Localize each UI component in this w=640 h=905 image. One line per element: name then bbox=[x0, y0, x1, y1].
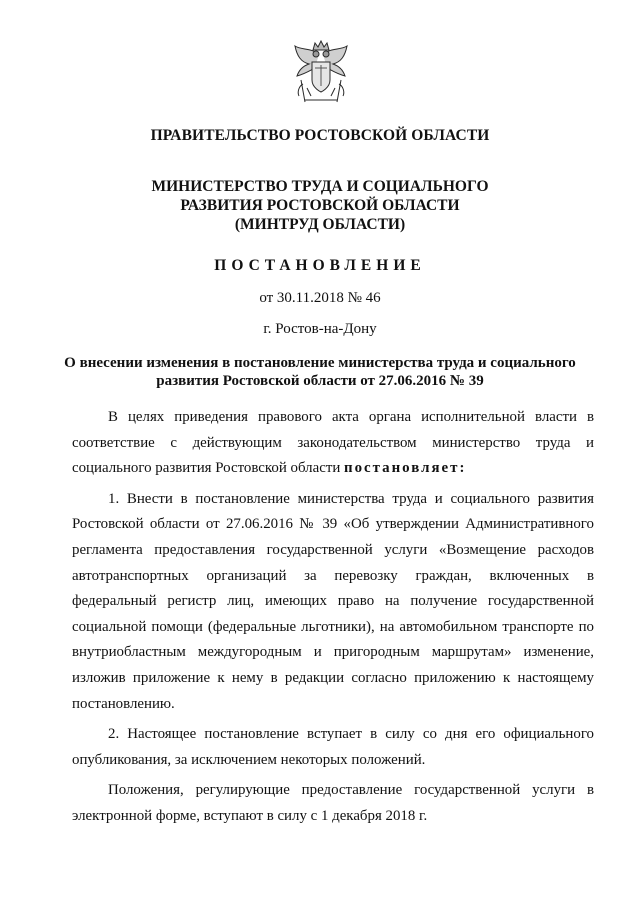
government-title: ПРАВИТЕЛЬСТВО РОСТОВСКОЙ ОБЛАСТИ bbox=[150, 127, 490, 144]
item-2-paragraph: 2. Настоящее постановление вступает в силу со дня его официального опубликования, за исключением некоторых положений. bbox=[72, 726, 594, 768]
intro-paragraph bbox=[72, 405, 594, 482]
item-3-paragraph: Положения, регулирующие предоставление государственной услуги в электронной форме, вступают в силу с 1 декабря 2018 г. bbox=[72, 782, 594, 824]
document-body bbox=[72, 405, 594, 835]
document-type: ПОСТАНОВЛЕНИЕ bbox=[214, 257, 426, 274]
document-subject bbox=[0, 354, 640, 390]
ministry-line: МИНИСТЕРСТВО ТРУДА И СОЦИАЛЬНОГО bbox=[151, 178, 489, 195]
item-1-paragraph: 1. Внести в постановление министерства труда и социального развития Ростовской области от 27.06.2016 № 39 «Об утверждении Административного регламента предоставления государственной услуги «Возмещение расходов автотранспортных организаций за перевозку граждан, включенных в федеральный регистр лиц, имеющих право на получение государственной социальной помощи (федеральные льготники), на автомобильном транспорте по внутриобластным междугородным и пригородным маршрутам» изменение, изложив приложение к нему в редакции согласно приложению к настоящему постановлению. bbox=[72, 490, 594, 712]
ministry-line: (МИНТРУД ОБЛАСТИ) bbox=[234, 216, 406, 233]
subject-line: О внесении изменения в постановление министерства труда и социального bbox=[64, 355, 576, 371]
intro-text: В целях приведения правового акта органа исполнительной власти в соответствие с действующим законодательством министерство труда и социального развития Ростовской области bbox=[72, 409, 594, 477]
document-city: г. Ростов-на-Дону bbox=[263, 321, 377, 337]
document-date-number: от 30.11.2018 № 46 bbox=[259, 290, 381, 306]
ministry-line: РАЗВИТИЯ РОСТОВСКОЙ ОБЛАСТИ bbox=[180, 197, 460, 214]
subject-line: развития Ростовской области от 27.06.2016 № 39 bbox=[156, 373, 484, 389]
decree-word: постановляет: bbox=[344, 460, 467, 477]
coat-of-arms-icon bbox=[291, 40, 351, 104]
ministry-name bbox=[0, 177, 640, 234]
